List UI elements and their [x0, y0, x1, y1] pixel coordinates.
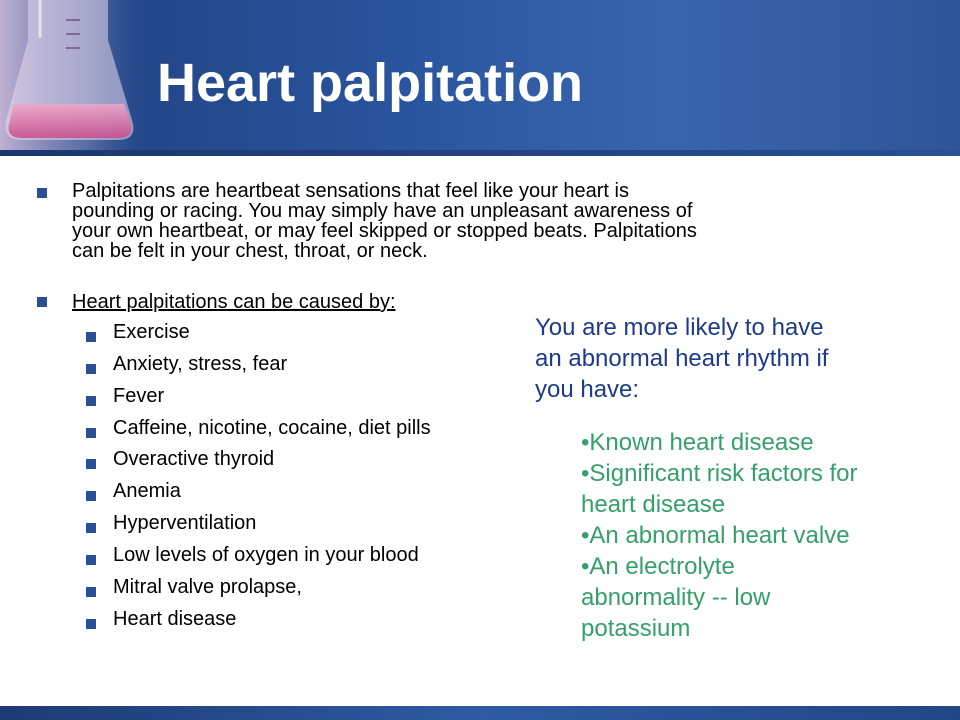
callout-item-line: •An abnormal heart valve [581, 522, 850, 549]
sub-bullet-marker [86, 555, 96, 565]
intro-line: Palpitations are heartbeat sensations that feel like your heart is [72, 180, 629, 202]
cause-item: Low levels of oxygen in your blood [113, 544, 419, 566]
callout-item-line: •Known heart disease [581, 429, 814, 456]
callout-item-line: •Significant risk factors for [581, 460, 858, 487]
sub-bullet-marker [86, 364, 96, 374]
callout-item-line: •An electrolyte [581, 553, 735, 580]
sub-bullet-marker [86, 459, 96, 469]
causes-heading: Heart palpitations can be caused by: [72, 291, 396, 313]
callout-intro-line: You are more likely to have [535, 314, 824, 341]
intro-line: your own heartbeat, or may feel skipped or stopped beats. Palpitations [72, 220, 697, 242]
footer-band [0, 706, 960, 720]
sub-bullet-marker [86, 619, 96, 629]
callout-item-line: potassium [581, 615, 691, 642]
cause-item: Caffeine, nicotine, cocaine, diet pills [113, 417, 431, 439]
cause-item: Anemia [113, 480, 181, 502]
intro-line: can be felt in your chest, throat, or neck. [72, 240, 428, 262]
bullet-marker [37, 188, 47, 198]
callout-item-line: heart disease [581, 491, 726, 518]
title-band [0, 0, 960, 156]
cause-item: Heart disease [113, 608, 237, 630]
cause-item: Fever [113, 385, 165, 407]
cause-item: Hyperventilation [113, 512, 257, 534]
cause-item: Mitral valve prolapse, [113, 576, 302, 598]
intro-line: pounding or racing. You may simply have an unpleasant awareness of [72, 200, 693, 222]
callout-intro-line: an abnormal heart rhythm if [535, 345, 829, 372]
intro-paragraph [72, 181, 922, 261]
callout-intro-line: you have: [535, 376, 640, 403]
sub-bullet-marker [86, 332, 96, 342]
cause-item: Exercise [113, 321, 190, 343]
sub-bullet-marker [86, 587, 96, 597]
callout-item-line: abnormality -- low [581, 584, 771, 611]
cause-item: Overactive thyroid [113, 448, 275, 470]
sub-bullet-marker [86, 523, 96, 533]
sub-bullet-marker [86, 428, 96, 438]
callout-risk-list [581, 427, 956, 644]
callout-intro [535, 312, 955, 405]
bullet-marker [37, 297, 47, 307]
sub-bullet-marker [86, 396, 96, 406]
cause-item: Anxiety, stress, fear [113, 353, 288, 375]
sub-bullet-marker [86, 491, 96, 501]
flask-image [0, 0, 150, 156]
slide-title: Heart palpitation [157, 53, 584, 113]
